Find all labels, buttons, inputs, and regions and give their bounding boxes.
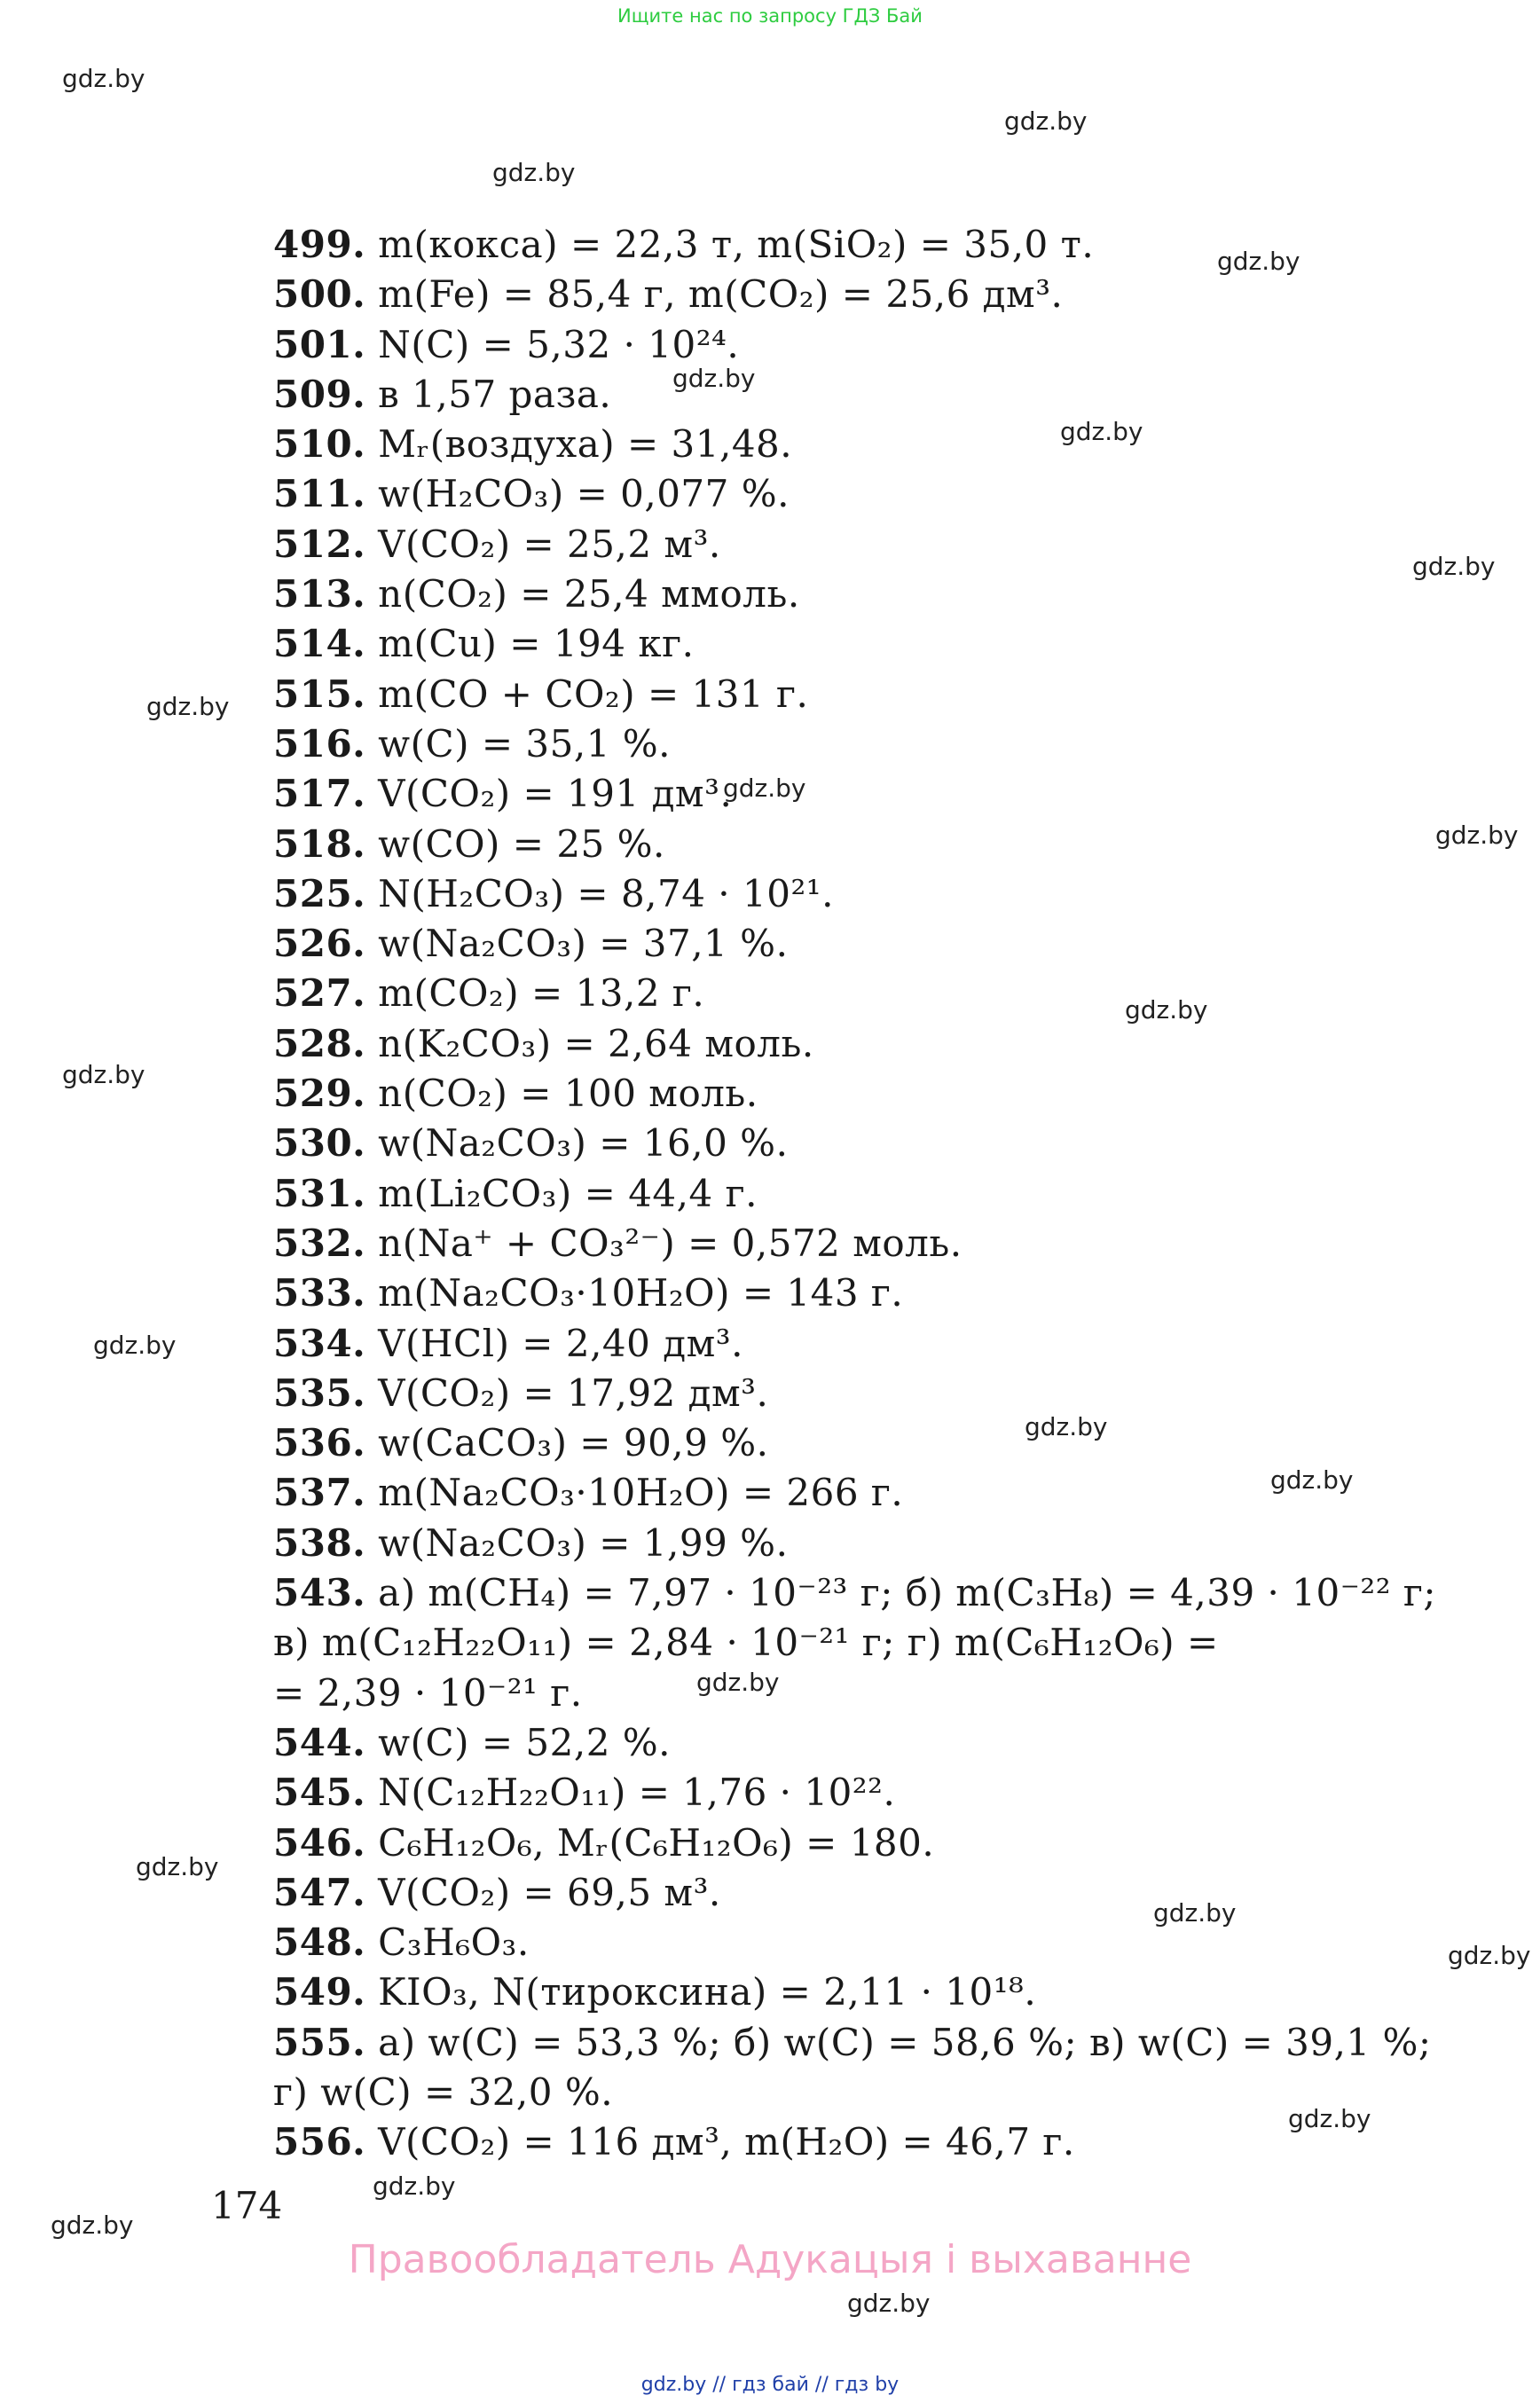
answer-text: w(C) = 52,2 %. — [378, 1720, 672, 1764]
answer-line — [273, 420, 1418, 469]
watermark: gdz.by — [1217, 247, 1300, 276]
answer-number: 548. — [273, 1920, 366, 1965]
watermark: gdz.by — [1435, 821, 1519, 850]
answer-text: w(Na₂CO₃) = 16,0 %. — [378, 1121, 789, 1166]
watermark: gdz.by — [1448, 1941, 1531, 1970]
answer-text: m(CO + CO₂) = 131 г. — [378, 671, 809, 716]
answer-number: 528. — [273, 1021, 366, 1065]
answer-text: w(C) = 35,1 %. — [378, 721, 672, 766]
answer-line — [273, 1967, 1418, 2017]
answer-text: V(HCl) = 2,40 дм³. — [378, 1321, 743, 1365]
answer-line — [273, 969, 1418, 1018]
answer-line — [273, 919, 1418, 969]
answer-number: 514. — [273, 622, 366, 666]
answer-number: 510. — [273, 422, 366, 467]
answer-line — [273, 1019, 1418, 1069]
answer-line — [273, 1418, 1418, 1468]
answer-number: 544. — [273, 1720, 366, 1764]
answer-line — [273, 370, 1418, 420]
answer-line — [273, 1119, 1418, 1168]
answer-text: а) w(C) = 53,3 %; б) w(C) = 58,6 %; в) w(C) = 39,1 %; — [378, 2020, 1432, 2064]
answer-number: 547. — [273, 1870, 366, 1914]
answers-list — [273, 220, 1437, 2168]
answer-number: 517. — [273, 772, 366, 816]
watermark: gdz.by — [723, 774, 806, 803]
answer-number: 530. — [273, 1121, 366, 1166]
watermark: gdz.by — [1125, 995, 1208, 1025]
answer-text: n(Na⁺ + CO₃²⁻) = 0,572 моль. — [378, 1221, 962, 1265]
answer-text: m(Li₂CO₃) = 44,4 г. — [378, 1171, 758, 1215]
answer-line — [273, 1669, 1418, 1718]
answer-line — [273, 1519, 1418, 1568]
footer-separator: // — [814, 2374, 829, 2396]
answer-line — [273, 1868, 1418, 1918]
answer-line — [273, 820, 1418, 869]
watermark: gdz.by — [51, 2211, 134, 2240]
answer-line — [273, 769, 1418, 819]
page-number: 174 — [211, 2184, 283, 2227]
answer-number: 556. — [273, 2120, 366, 2164]
answer-number: 509. — [273, 372, 366, 416]
answer-number: 512. — [273, 522, 366, 566]
answer-line — [273, 2117, 1418, 2167]
answer-number: 545. — [273, 1771, 366, 1815]
answer-number: 516. — [273, 721, 366, 766]
watermark: gdz.by — [1270, 1465, 1354, 1495]
answer-number: 515. — [273, 671, 366, 716]
watermark: gdz.by — [847, 2289, 931, 2318]
answer-line — [273, 220, 1418, 270]
answer-line — [273, 1468, 1418, 1518]
answer-text: KIO₃, N(тироксина) = 2,11 · 10¹⁸. — [378, 1970, 1037, 2014]
answer-text: n(CO₂) = 100 моль. — [378, 1072, 758, 1116]
watermark: gdz.by — [1060, 417, 1143, 446]
answer-number: 500. — [273, 272, 366, 317]
answer-text: w(CO) = 25 %. — [378, 821, 665, 866]
answer-number: 511. — [273, 472, 366, 516]
answer-text: w(H₂CO₃) = 0,077 %. — [378, 472, 790, 516]
answer-line — [273, 1618, 1418, 1668]
answer-number: 501. — [273, 322, 366, 366]
answer-text: V(CO₂) = 191 дм³. — [378, 772, 733, 816]
answer-line — [273, 869, 1418, 919]
answer-text: N(C₁₂H₂₂O₁₁) = 1,76 · 10²². — [378, 1771, 896, 1815]
watermark: gdz.by — [1004, 106, 1088, 136]
answer-text: V(CO₂) = 69,5 м³. — [378, 1870, 721, 1914]
answer-text: n(K₂CO₃) = 2,64 моль. — [378, 1021, 814, 1065]
answer-line — [273, 1818, 1418, 1868]
answer-text: Mᵣ(воздуха) = 31,48. — [378, 422, 793, 467]
answer-line — [273, 1319, 1418, 1369]
answer-text: m(Cu) = 194 кг. — [378, 622, 695, 666]
answer-number: 536. — [273, 1421, 366, 1465]
answer-line — [273, 1219, 1418, 1268]
watermark: gdz.by — [1288, 2104, 1371, 2133]
watermark: gdz.by — [492, 158, 576, 187]
answer-number: 532. — [273, 1221, 366, 1265]
answer-number: 555. — [273, 2020, 366, 2064]
answer-text: = 2,39 · 10⁻²¹ г. — [273, 1670, 583, 1715]
answer-line — [273, 719, 1418, 769]
watermark: gdz.by — [1412, 552, 1496, 581]
answer-line — [273, 1268, 1418, 1318]
footer-link-gdz-bai[interactable]: гдз бай — [732, 2374, 809, 2396]
footer-link-gdz-by[interactable]: gdz.by — [640, 2374, 707, 2396]
watermark: gdz.by — [62, 64, 145, 93]
answer-text: N(C) = 5,32 · 10²⁴. — [378, 322, 740, 366]
answer-text: m(Na₂CO₃·10H₂O) = 266 г. — [378, 1471, 904, 1515]
answer-line — [273, 670, 1418, 719]
answer-number: 529. — [273, 1072, 366, 1116]
watermark: gdz.by — [672, 364, 756, 393]
watermark: gdz.by — [62, 1060, 145, 1089]
answer-number: 533. — [273, 1271, 366, 1315]
footer-separator: // — [712, 2374, 727, 2396]
answer-line — [273, 2068, 1418, 2117]
answer-number: 538. — [273, 1520, 366, 1565]
answer-number: 531. — [273, 1171, 366, 1215]
answer-number: 513. — [273, 572, 366, 616]
answer-line — [273, 270, 1418, 319]
answer-text: w(CaCO₃) = 90,9 %. — [378, 1421, 769, 1465]
search-hint-banner: Ищите нас по запросу ГДЗ Бай — [617, 5, 923, 27]
answer-text: V(CO₂) = 17,92 дм³. — [378, 1370, 769, 1415]
answer-text: N(H₂CO₃) = 8,74 · 10²¹. — [378, 871, 834, 915]
answer-number: 527. — [273, 971, 366, 1016]
watermark: gdz.by — [1025, 1412, 1108, 1441]
answer-line — [273, 1568, 1437, 1618]
watermark: gdz.by — [136, 1852, 219, 1881]
answer-text: m(CO₂) = 13,2 г. — [378, 971, 705, 1016]
answer-line — [273, 619, 1418, 669]
answer-line — [273, 1768, 1418, 1818]
answer-text: m(Na₂CO₃·10H₂O) = 143 г. — [378, 1271, 904, 1315]
answer-line — [273, 1718, 1418, 1768]
answer-number: 534. — [273, 1321, 366, 1365]
answer-text: в) m(C₁₂H₂₂O₁₁) = 2,84 · 10⁻²¹ г; г) m(C₆H₁₂O₆) = — [273, 1621, 1219, 1665]
answer-line — [273, 320, 1418, 370]
footer-links — [0, 2374, 1540, 2396]
answer-number: 543. — [273, 1571, 366, 1615]
watermark: gdz.by — [373, 2171, 456, 2201]
answer-line — [273, 1369, 1418, 1418]
answer-text: m(Fe) = 85,4 г, m(CO₂) = 25,6 дм³. — [378, 272, 1064, 317]
answer-number: 535. — [273, 1370, 366, 1415]
answer-line — [273, 2018, 1432, 2068]
answer-text: w(Na₂CO₃) = 1,99 %. — [378, 1520, 789, 1565]
answer-number: 518. — [273, 821, 366, 866]
watermark: gdz.by — [1153, 1898, 1237, 1928]
copyright-notice: Правообладатель Адукацыя і выхаванне — [348, 2237, 1192, 2282]
answer-line — [273, 1069, 1418, 1119]
answer-text: в 1,57 раза. — [378, 372, 612, 416]
answer-text: V(CO₂) = 116 дм³, m(H₂O) = 46,7 г. — [378, 2120, 1075, 2164]
footer-link-gdz-by-mixed[interactable]: гдз by — [834, 2374, 900, 2396]
answer-text: г) w(C) = 32,0 %. — [273, 2069, 614, 2114]
answer-number: 526. — [273, 922, 366, 966]
watermark: gdz.by — [93, 1331, 177, 1360]
answer-text: w(Na₂CO₃) = 37,1 %. — [378, 922, 789, 966]
watermark: gdz.by — [696, 1668, 780, 1697]
answer-text: C₃H₆O₃. — [378, 1920, 530, 1965]
answer-line — [273, 1918, 1418, 1967]
answer-line — [273, 520, 1418, 569]
answer-number: 537. — [273, 1471, 366, 1515]
answer-line — [273, 569, 1418, 619]
answer-text: V(CO₂) = 25,2 м³. — [378, 522, 721, 566]
watermark: gdz.by — [146, 692, 230, 721]
answer-text: а) m(CH₄) = 7,97 · 10⁻²³ г; б) m(C₃H₈) = 4,39 · 10⁻²² г; — [378, 1571, 1437, 1615]
answer-number: 525. — [273, 871, 366, 915]
answer-number: 549. — [273, 1970, 366, 2014]
answer-number: 499. — [273, 223, 366, 266]
answer-text: m(кокса) = 22,3 т, m(SiO₂) = 35,0 т. — [378, 223, 1095, 266]
answer-line — [273, 469, 1418, 519]
answer-text: n(CO₂) = 25,4 ммоль. — [378, 572, 800, 616]
answer-number: 546. — [273, 1820, 366, 1865]
answer-text: C₆H₁₂O₆, Mᵣ(C₆H₁₂O₆) = 180. — [378, 1820, 935, 1865]
answer-line — [273, 1169, 1418, 1219]
